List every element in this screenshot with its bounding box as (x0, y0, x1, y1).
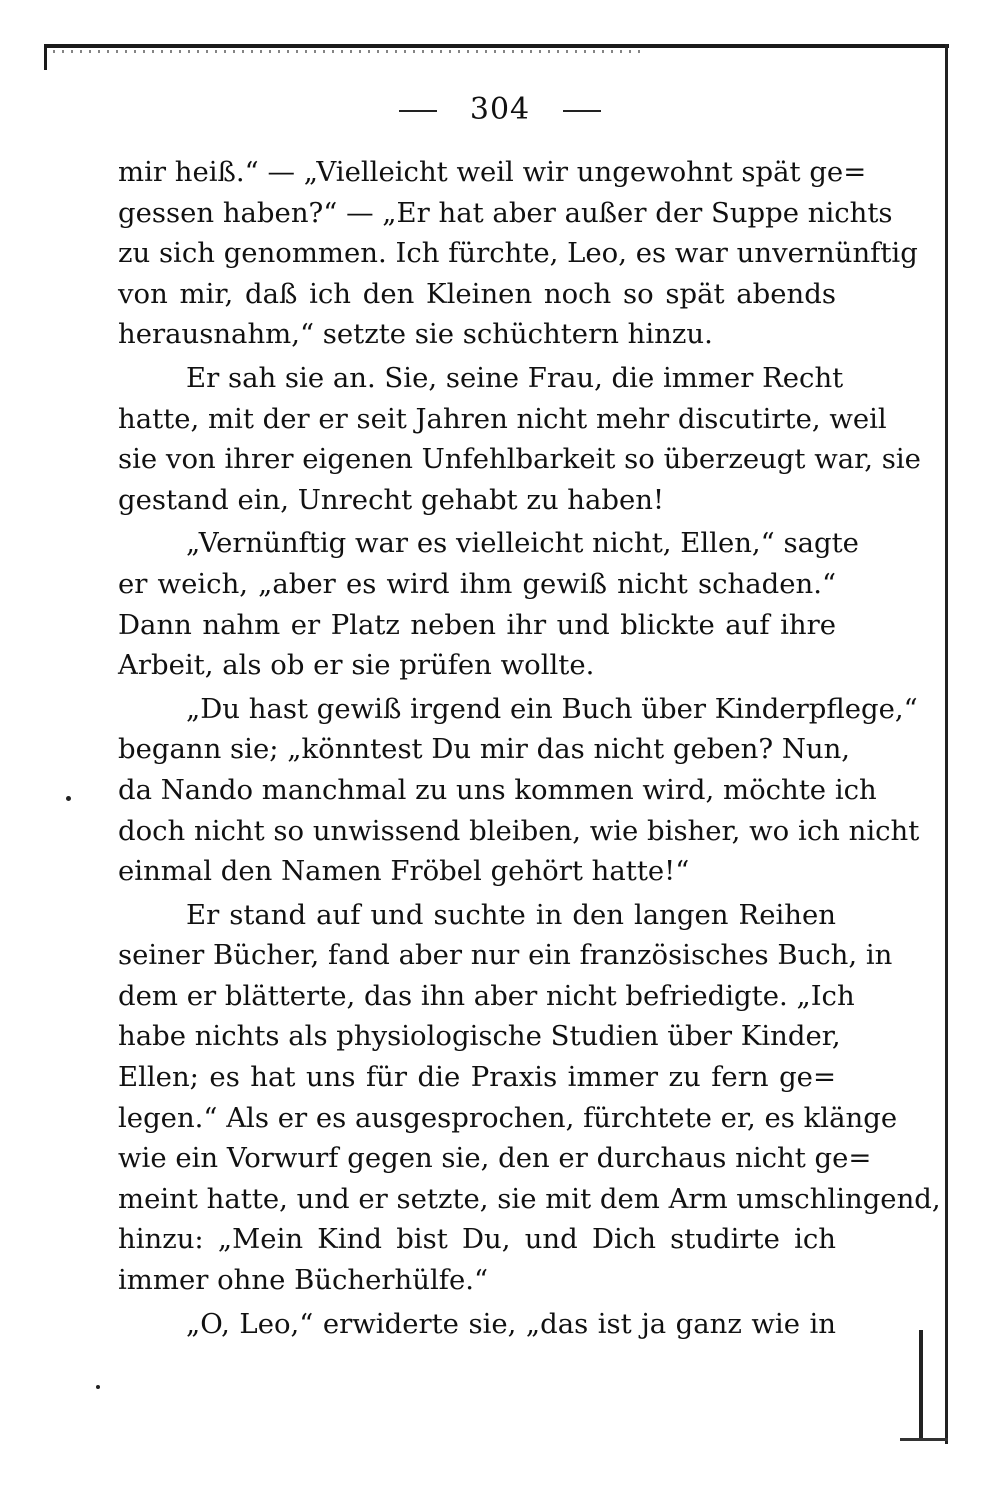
text-line: Dann nahm er Platz neben ihr und blickte auf ihre (118, 608, 836, 641)
text-line: meint hatte, und er setzte, sie mit dem Arm umschlingend, (118, 1182, 941, 1215)
paragraph (118, 152, 918, 355)
text-line: hatte, mit der er seit Jahren nicht mehr discutirte, weil (118, 402, 887, 435)
page-bottom-mark (900, 1438, 948, 1441)
text-line: herausnahm,“ setzte sie schüchtern hinzu. (118, 318, 713, 351)
text-line: immer ohne Bücherhülfe.“ (118, 1264, 489, 1297)
page-top-rule (44, 44, 949, 48)
text-line: zu sich genommen. Ich fürchte, Leo, es war unvernünftig (118, 237, 918, 270)
text-line: doch nicht so unwissend bleiben, wie bisher, wo ich nicht (118, 814, 920, 847)
text-line: gessen haben?“ — „Er hat aber außer der Suppe nichts (118, 196, 893, 229)
text-line: legen.“ Als er es ausgesprochen, fürchtete er, es klänge (118, 1101, 898, 1134)
text-line: seiner Bücher, fand aber nur ein französisches Buch, in (118, 939, 893, 972)
text-line: gestand ein, Unrecht gehabt zu haben! (118, 483, 665, 516)
text-line: er weich, „aber es wird ihm gewiß nicht schaden.“ (118, 567, 836, 600)
page-left-edge (44, 44, 47, 70)
page-top-speckle (44, 50, 644, 53)
text-line: hinzu: „Mein Kind bist Du, und Dich studirte ich (118, 1223, 836, 1256)
text-line: wie ein Vorwurf gegen sie, den er durchaus nicht ge= (118, 1142, 872, 1175)
header-dash-left (399, 110, 437, 112)
text-line: mir heiß.“ — „Vielleicht weil wir ungewohnt spät ge= (118, 156, 867, 188)
text-line: „O, Leo,“ erwiderte sie, „das ist ja ganz wie in (186, 1307, 836, 1340)
paragraph (118, 689, 920, 892)
text-line: sie von ihrer eigenen Unfehlbarkeit so überzeugt war, sie (118, 443, 921, 476)
text-line: Arbeit, als ob er sie prüfen wollte. (118, 649, 595, 682)
text-line: habe nichts als physiologische Studien über Kinder, (118, 1020, 841, 1053)
page-right-mark (919, 1330, 923, 1440)
text-line: von mir, daß ich den Kleinen noch so spät abends (118, 277, 836, 310)
paragraph (118, 358, 921, 520)
paragraph (118, 523, 859, 685)
paragraph (118, 1304, 836, 1345)
header-dash-right (563, 110, 601, 112)
text-line: „Du hast gewiß irgend ein Buch über Kinderpflege,“ (186, 692, 918, 725)
text-line: begann sie; „könntest Du mir das nicht geben? Nun, (118, 733, 851, 766)
text-line: da Nando manchmal zu uns kommen wird, möchte ich (118, 773, 877, 806)
text-line: einmal den Namen Fröbel gehört hatte!“ (118, 855, 690, 888)
text-line: Er stand auf und suchte in den langen Reihen (186, 898, 836, 931)
print-speck (96, 1385, 100, 1389)
page-right-edge (945, 44, 948, 1444)
paragraph (118, 895, 941, 1301)
page-number: 304 (469, 92, 531, 127)
page-header (0, 92, 1000, 127)
text-line: Er sah sie an. Sie, seine Frau, die immer Recht (186, 361, 844, 394)
text-line: „Vernünftig war es vielleicht nicht, Ellen,“ sagte (186, 527, 859, 560)
text-line: dem er blätterte, das ihn aber nicht befriedigte. „Ich (118, 979, 855, 1012)
body-text (118, 152, 941, 1347)
print-speck (66, 796, 71, 801)
text-line: Ellen; es hat uns für die Praxis immer zu fern ge= (118, 1061, 836, 1094)
